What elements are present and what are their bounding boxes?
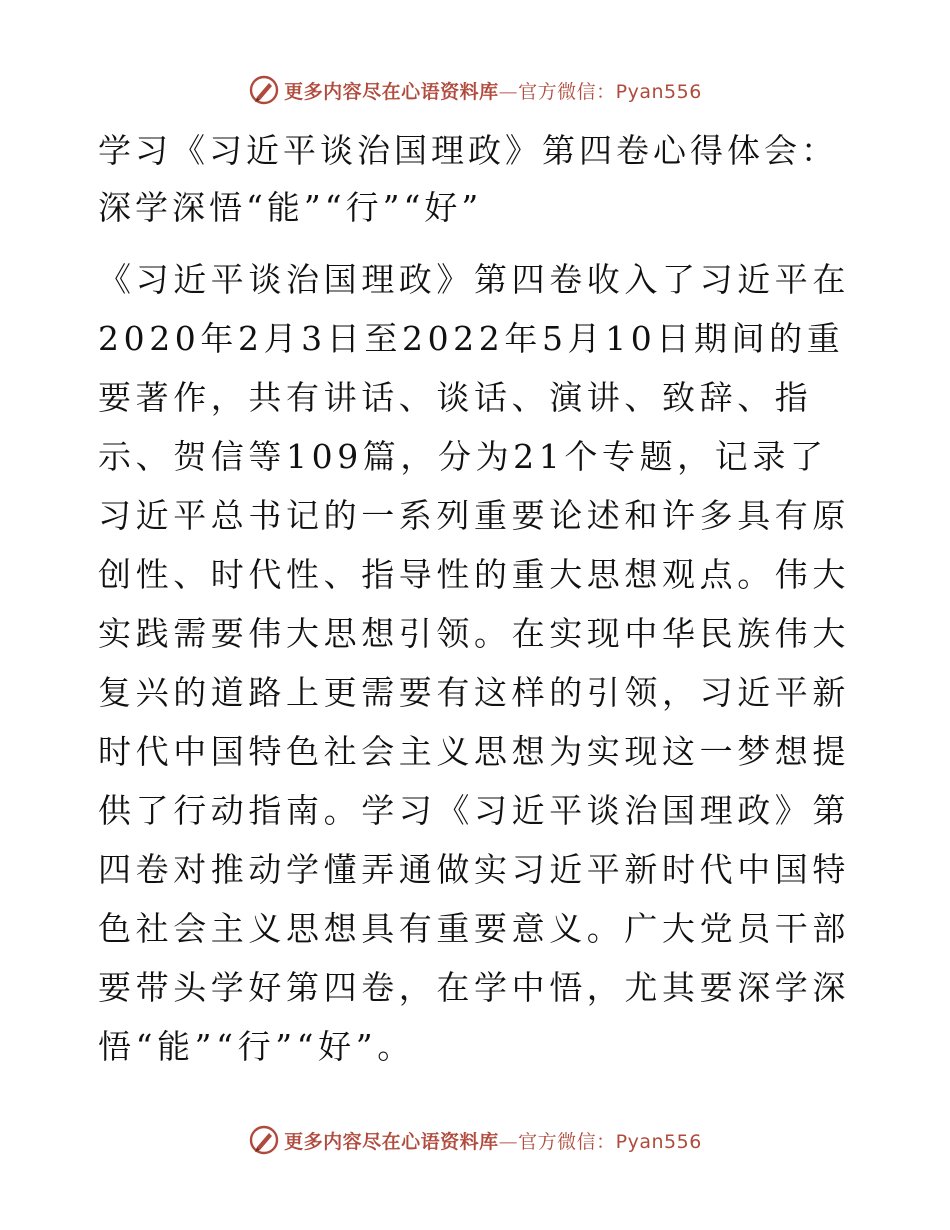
pen-logo-icon xyxy=(248,1124,280,1156)
pen-logo-icon xyxy=(248,74,280,106)
banner-contact: 官方微信：Pyan556 xyxy=(518,80,702,103)
banner-text xyxy=(284,77,702,104)
header-banner xyxy=(0,70,950,110)
document-title: 学习《习近平谈治国理政》第四卷心得体会：深学深悟“能”“行”“好” xyxy=(98,131,838,227)
banner-text xyxy=(284,1127,702,1154)
footer-banner xyxy=(0,1120,950,1160)
banner-dash: — xyxy=(498,80,519,103)
document-paragraph: 《习近平谈治国理政》第四卷收入了习近平在2020年2月3日至2022年5月10日期间的重要著作，共有讲话、谈话、演讲、致辞、指示、贺信等109篇，分为21个专题，记录了习近平总书记的一系列重要论述和许多具有原创性、时代性、指导性的重大思想观点。伟大实践需要伟大思想引领。在实现中华民族伟大复兴的道路上更需要有这样的引领，习近平新时代中国特色社会主义思想为实现这一梦想提供了行动指南。学习《习近平谈治国理政》第四卷对推动学懂弄通做实习近平新时代中国特色社会主义思想具有重要意义。广大党员干部要带头学好第四卷，在学中悟，尤其要深学深悟“能”“行”“好”。 xyxy=(98,260,850,1066)
banner-highlight: 更多内容尽在心语资料库 xyxy=(284,80,499,103)
banner-highlight: 更多内容尽在心语资料库 xyxy=(284,1130,499,1153)
banner-dash: — xyxy=(498,1130,519,1153)
banner-contact: 官方微信：Pyan556 xyxy=(518,1130,702,1153)
